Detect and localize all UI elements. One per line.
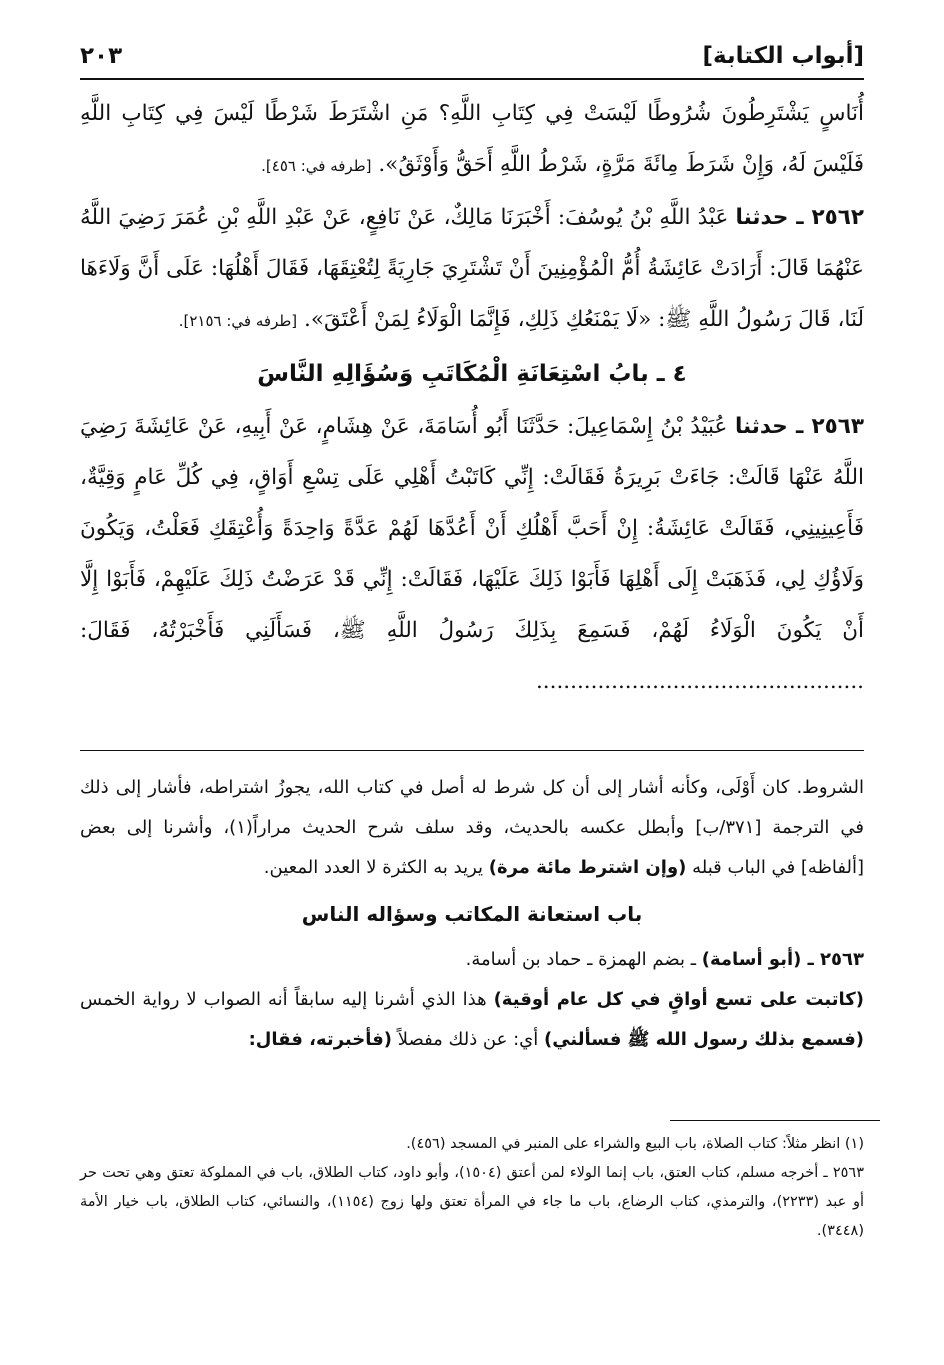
footnotes [80,1130,864,1246]
section-title: [أبواب الكتابة] [702,43,864,69]
commentary-paragraph [80,980,864,1060]
commentary-divider [80,750,864,751]
commentary-text: الشروط. كان أَوْلَى، وكأنه أشار إلى أن كل شرط له أصل في كتاب الله، يجوزُ اشتراطه، فأشار إلى ذلك في الترجمة [٣٧١/ب] وأبطل عكسه بالحديث، وقد سلف شرح الحديث مراراً(١)، وأشرنا إلى بعض [ألفاظه] في الباب قبله [80,777,865,878]
footnote-2563: ٢٥٦٣ ـ أخرجه مسلم، كتاب العتق، باب إنما الولاء لمن أعتق (١٥٠٤)، وأبو داود، كتاب الطلاق، باب في المملوكة تعتق وهي تحت حر أو عبد (٢٢٣٣)، والترمذي، كتاب الرضاع، باب ما جاء في المرأة تعتق ولها زوج (١١٥٤)، والنسائي، كتاب الطلاق، باب خيار الأمة (٣٤٤٨). [80,1165,864,1239]
hadith-body: عَبْدُ اللَّهِ بْنُ يُوسُفَ: أَخْبَرَنَا مَالِكٌ، عَنْ نَافِعٍ، عَنْ عَبْدِ اللَّهِ بْنِ عُمَرَ رَضِيَ اللَّهُ عَنْهُمَا قَالَ: أَرَادَتْ عَائِشَةُ أُمُّ الْمُؤْمِنِينَ أَنْ تَشْتَرِيَ جَارِيَةً لِتُعْتِقَهَا، فَقَالَ أَهْلُهَا: عَلَى أَنَّ وَلَاءَهَا لَنَا، قَالَ رَسُولُ اللَّهِ ﷺ: «لَا يَمْنَعُكِ ذَلِكِ، فَإِنَّمَا الْوَلَاءُ لِمَنْ أَعْتَقَ». [80,205,864,332]
commentary-text: يريد به الكثرة لا العدد المعين. [263,857,484,878]
quoted-phrase: (كاتبت على تسع أواقٍ في كل عام أوقية) [493,989,864,1010]
commentary-subheading: باب استعانة المكاتب وسؤاله الناس [301,902,643,926]
hadith-number: ٢٥٦٣ ـ حدثنا [734,414,865,439]
hadith-continuation [80,88,864,192]
hadith-body: عُبَيْدُ بْنُ إِسْمَاعِيلَ: حَدَّثَنَا أَبُو أُسَامَةَ، عَنْ هِشَامٍ، عَنْ أَبِيهِ، عَنْ عَائِشَةَ رَضِيَ اللَّهُ عَنْهَا قَالَتْ: جَاءَتْ بَرِيرَةُ فَقَالَتْ: إِنِّي كَاتَبْتُ أَهْلِي عَلَى تِسْعِ أَوَاقٍ، فِي كُلِّ عَامٍ وَقِيَّةٌ، فَأَعِينِينِي، فَقَالَتْ عَائِشَةُ: إِنْ أَحَبَّ أَهْلُكِ أَنْ أَعُدَّهَا لَهُمْ عَدَّةً وَاحِدَةً وَأُعْتِقَكِ فَعَلْتُ، وَيَكُونَ وَلَاؤُكِ لِي، فَذَهَبَتْ إِلَى أَهْلِهَا فَأَبَوْا ذَلِكَ عَلَيْهَا، فَقَالَتْ: إِنِّي قَدْ عَرَضْتُ ذَلِكَ عَلَيْهِمْ، فَأَبَوْا إِلَّا أَنْ يَكُونَ الْوَلَاءُ لَهُمْ، فَسَمِعَ بِذَلِكَ رَسُولُ اللَّهِ ﷺ، فَسَأَلَنِي فَأَخْبَرْتُهُ، فَقَالَ: ................................................ [80,414,864,694]
page-number: ٢٠٣ [80,43,123,69]
commentary-text: ـ بضم الهمزة ـ حماد بن أسامة. [465,949,696,970]
quoted-phrase: (فسمع بذلك رسول الله ﷺ فسألني) [543,1029,864,1050]
hadith-number: ٢٥٦٢ ـ حدثنا [735,205,864,230]
commentary-text: أي: عن ذلك مفصلاً [397,1029,539,1050]
chapter-title: ٤ ـ بابُ اسْتِعَانَةِ الْمُكَاتَبِ وَسُؤَالِهِ النَّاسَ [257,361,687,387]
commentary-paragraph [80,768,864,888]
quoted-phrase: ٢٥٦٣ ـ (أبو أسامة) [701,949,864,970]
quoted-phrase: (فأخبرته، فقال: [248,1029,392,1050]
cross-reference: [طرفه في: ٢١٥٦]. [178,312,298,330]
footnote-divider [670,1120,880,1121]
commentary-line [80,940,864,980]
paragraph-text: أُنَاسٍ يَشْتَرِطُونَ شُرُوطًا لَيْسَتْ فِي كِتَابِ اللَّهِ؟ مَنِ اشْتَرَطَ شَرْطًا لَيْسَ فِي كِتَابِ اللَّهِ فَلَيْسَ لَهُ، وَإِنْ شَرَطَ مِائَةَ مَرَّةٍ، شَرْطُ اللَّهِ أَحَقُّ وَأَوْثَقُ». [80,101,864,177]
page-header [80,34,864,80]
hadith-2563 [80,401,864,707]
hadith-text [80,88,864,707]
cross-reference: [طرفه في: ٤٥٦]. [261,157,372,175]
commentary-text: هذا الذي أشرنا إليه سابقاً أنه الصواب لا رواية الخمس [80,989,487,1010]
quoted-phrase: (وإن اشترط مائة مرة) [488,857,687,878]
footnote-1: (١) انظر مثلاً: كتاب الصلاة، باب البيع والشراء على المنبر في المسجد (٤٥٦). [406,1136,864,1152]
commentary-section [80,768,864,1060]
hadith-2562 [80,192,864,347]
